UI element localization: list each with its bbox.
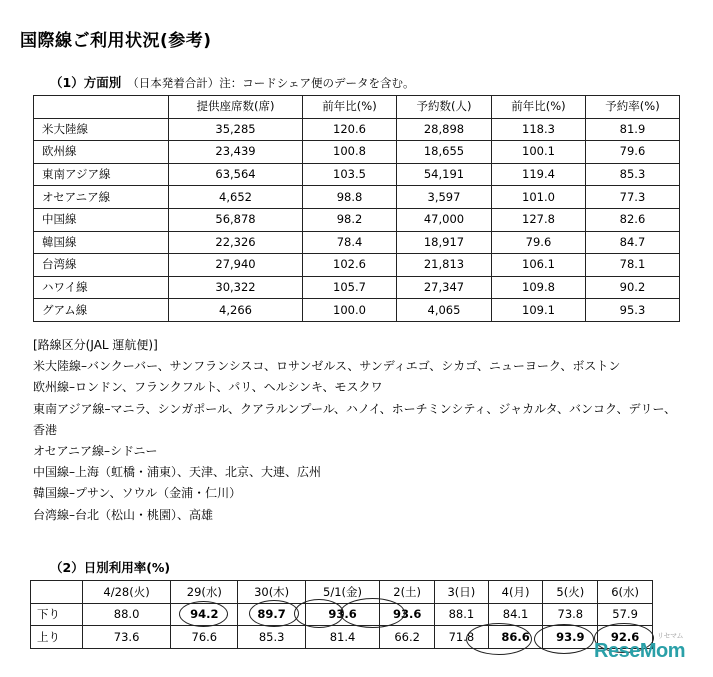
route-name: 韓国線 <box>34 231 169 254</box>
cell-seats-yoy: 120.6 <box>303 118 397 141</box>
cell-seats-yoy: 105.7 <box>303 276 397 299</box>
route-name: グアム線 <box>34 299 169 322</box>
cell-load: 79.6 <box>585 141 679 164</box>
route-line: 米大陸線–バンクーバー、サンフランシスコ、ロサンゼルス、サンディエゴ、シカゴ、ニューヨーク、ボストン <box>33 359 621 374</box>
up-rate: 85.3 <box>238 626 305 649</box>
col-header: 前年比(%) <box>303 96 397 119</box>
route-line: 台湾線–台北（松山・桃園）、高雄 <box>33 507 214 522</box>
cell-bookings: 21,813 <box>397 254 492 277</box>
date-header: 4/28(火) <box>83 581 171 604</box>
col-header <box>34 96 169 119</box>
up-rate: 66.2 <box>380 626 435 649</box>
up-rate: 86.6 <box>488 626 543 649</box>
route-definitions <box>33 335 676 526</box>
up-rate: 92.6 <box>598 626 653 649</box>
cell-bookings: 18,917 <box>397 231 492 254</box>
date-header: 4(月) <box>488 581 543 604</box>
cell-bookings-yoy: 109.8 <box>491 276 585 299</box>
cell-seats-yoy: 98.8 <box>303 186 397 209</box>
date-header: 5(火) <box>543 581 598 604</box>
section1-note: （日本発着合計）注：コードシェア便のデータを含む。 <box>127 76 415 90</box>
table-row <box>34 276 680 299</box>
up-rate: 76.6 <box>171 626 238 649</box>
cell-seats: 4,266 <box>169 299 303 322</box>
cell-load: 78.1 <box>585 254 679 277</box>
cell-seats-yoy: 103.5 <box>303 163 397 186</box>
route-name: 東南アジア線 <box>34 163 169 186</box>
cell-seats-yoy: 100.0 <box>303 299 397 322</box>
cell-load: 84.7 <box>585 231 679 254</box>
route-name: ハワイ線 <box>34 276 169 299</box>
route-table-header <box>34 96 680 119</box>
up-rate: 73.6 <box>83 626 171 649</box>
cell-bookings: 28,898 <box>397 118 492 141</box>
route-name: 中国線 <box>34 208 169 231</box>
logo-kana: リセマム <box>657 633 683 640</box>
date-header: 5/1(金) <box>305 581 380 604</box>
table-row <box>34 208 680 231</box>
down-rate: 93.6 <box>305 603 380 626</box>
route-line: 欧州線–ロンドン、フランクフルト、パリ、ヘルシンキ、モスクワ <box>33 380 383 395</box>
corner-cell <box>31 581 83 604</box>
cell-load: 81.9 <box>585 118 679 141</box>
up-rate: 71.8 <box>435 626 489 649</box>
route-line: 韓国線–プサン、ソウル（金浦・仁川） <box>33 486 242 501</box>
cell-seats-yoy: 98.2 <box>303 208 397 231</box>
cell-seats: 30,322 <box>169 276 303 299</box>
cell-seats: 22,326 <box>169 231 303 254</box>
down-rate: 89.7 <box>238 603 305 626</box>
cell-seats: 27,940 <box>169 254 303 277</box>
col-header: 提供座席数(席) <box>169 96 303 119</box>
cell-bookings: 27,347 <box>397 276 492 299</box>
cell-seats-yoy: 100.8 <box>303 141 397 164</box>
cell-bookings-yoy: 101.0 <box>491 186 585 209</box>
cell-bookings: 4,065 <box>397 299 492 322</box>
cell-bookings: 18,655 <box>397 141 492 164</box>
daily-down-row <box>31 603 653 626</box>
down-rate: 84.1 <box>488 603 543 626</box>
cell-bookings-yoy: 119.4 <box>491 163 585 186</box>
cell-seats: 4,652 <box>169 186 303 209</box>
table-row <box>34 118 680 141</box>
table-row <box>34 141 680 164</box>
page-title: 国際線ご利用状況(参考) <box>20 31 212 51</box>
cell-seats-yoy: 78.4 <box>303 231 397 254</box>
cell-bookings-yoy: 106.1 <box>491 254 585 277</box>
up-rate: 81.4 <box>305 626 380 649</box>
route-line: 香港 <box>33 422 58 437</box>
col-header: 予約数(人) <box>397 96 492 119</box>
cell-seats: 35,285 <box>169 118 303 141</box>
routes-heading: [路線区分(JAL 運航便)] <box>33 338 158 352</box>
col-header: 予約率(%) <box>585 96 679 119</box>
down-label: 下り <box>31 603 83 626</box>
date-header: 29(水) <box>171 581 238 604</box>
cell-bookings-yoy: 127.8 <box>491 208 585 231</box>
table-row <box>34 231 680 254</box>
down-rate: 93.6 <box>380 603 435 626</box>
route-line: オセアニア線–シドニー <box>33 444 158 459</box>
table-row <box>34 186 680 209</box>
table-row <box>34 254 680 277</box>
date-header: 6(水) <box>598 581 653 604</box>
section1-heading <box>50 73 414 91</box>
route-line: 中国線–上海（虹橋・浦東）、天津、北京、大連、広州 <box>33 465 322 480</box>
cell-seats: 56,878 <box>169 208 303 231</box>
logo-text: ReseMom <box>594 640 685 662</box>
up-rate: 93.9 <box>543 626 598 649</box>
date-header: 30(木) <box>238 581 305 604</box>
cell-seats-yoy: 102.6 <box>303 254 397 277</box>
daily-up-row <box>31 626 653 649</box>
route-line: 東南アジア線–マニラ、シンガポール、クアラルンプール、ハノイ、ホーチミンシティ、ジャカルタ、バンコク、デリー、 <box>33 401 677 416</box>
cell-load: 90.2 <box>585 276 679 299</box>
table-row <box>34 299 680 322</box>
daily-table <box>30 580 653 649</box>
cell-bookings-yoy: 109.1 <box>491 299 585 322</box>
route-name: 米大陸線 <box>34 118 169 141</box>
down-rate: 57.9 <box>598 603 653 626</box>
cell-seats: 23,439 <box>169 141 303 164</box>
down-rate: 88.1 <box>435 603 489 626</box>
col-header: 前年比(%) <box>491 96 585 119</box>
table-row <box>34 163 680 186</box>
down-rate: 94.2 <box>171 603 238 626</box>
route-name: 台湾線 <box>34 254 169 277</box>
cell-load: 77.3 <box>585 186 679 209</box>
daily-date-row <box>31 581 653 604</box>
cell-bookings-yoy: 79.6 <box>491 231 585 254</box>
cell-load: 95.3 <box>585 299 679 322</box>
section1-title: （1）方面別 <box>50 75 122 90</box>
up-label: 上り <box>31 626 83 649</box>
down-rate: 88.0 <box>83 603 171 626</box>
cell-bookings: 54,191 <box>397 163 492 186</box>
cell-bookings: 3,597 <box>397 186 492 209</box>
down-rate: 73.8 <box>543 603 598 626</box>
cell-load: 85.3 <box>585 163 679 186</box>
cell-seats: 63,564 <box>169 163 303 186</box>
date-header: 3(日) <box>435 581 489 604</box>
cell-load: 82.6 <box>585 208 679 231</box>
cell-bookings-yoy: 118.3 <box>491 118 585 141</box>
cell-bookings-yoy: 100.1 <box>491 141 585 164</box>
route-name: 欧州線 <box>34 141 169 164</box>
cell-bookings: 47,000 <box>397 208 492 231</box>
date-header: 2(土) <box>380 581 435 604</box>
section2-heading: （2）日別利用率(%) <box>50 560 171 575</box>
route-name: オセアニア線 <box>34 186 169 209</box>
route-table <box>33 95 680 322</box>
